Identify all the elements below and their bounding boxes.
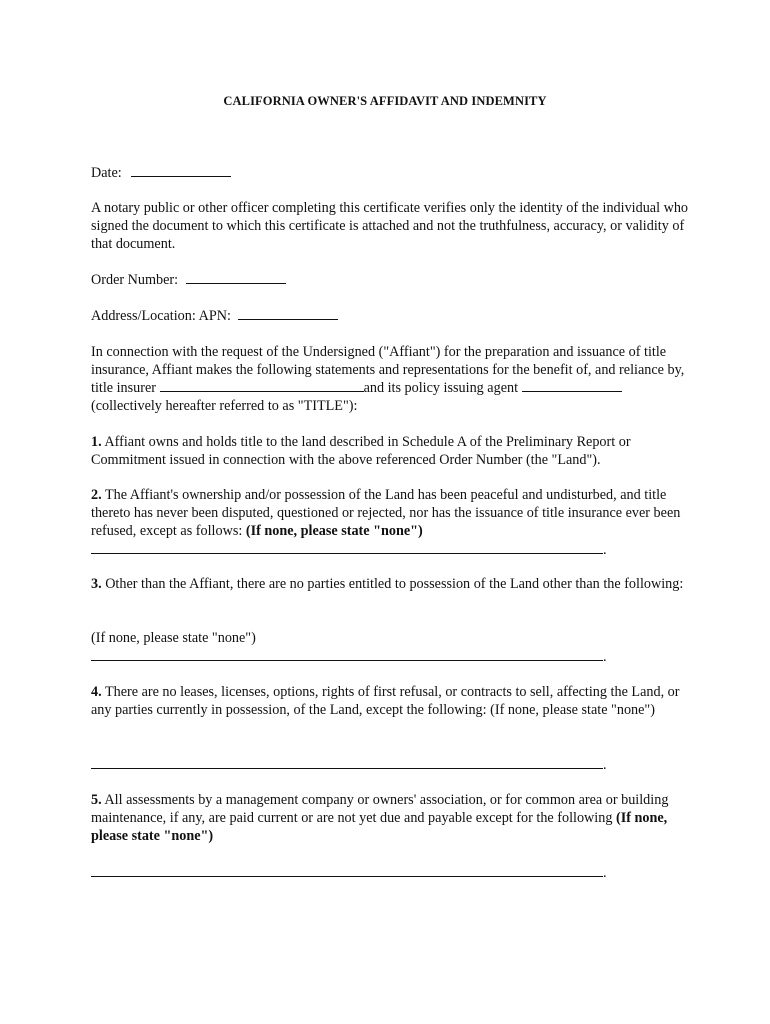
item-2-text: The Affiant's ownership and/or possession of the Land has been peaceful and undisturbed, and title thereto has never been disputed, questioned or rejected, nor has the issuance of title insurance ever been refused, except as follows:: [91, 487, 681, 539]
order-number-blank[interactable]: [186, 271, 286, 284]
order-number-label: Order Number:: [91, 272, 179, 288]
item-4-answer-row: [91, 755, 607, 773]
item-1: [91, 433, 691, 469]
item-2-number: 2.: [91, 487, 102, 503]
intro-text-agent: and its policy issuing agent: [363, 380, 519, 396]
intro-text: In connection with the request of the Undersigned ("Affiant") for the preparation and issuance of title insurance, Affiant makes the following statements and representations for the benefit of, and reliance by, title insurer: [91, 344, 685, 396]
item-2-answer-row: [91, 540, 607, 558]
item-5-bold-note: (If none, please state "none"): [91, 810, 668, 844]
item-4-answer-line[interactable]: [91, 755, 603, 769]
item-5-text: All assessments by a management company or owners' association, or for common area or building maintenance, if any, are paid current or are not yet due and payable except for the following: [91, 792, 669, 826]
item-5-number: 5.: [91, 792, 102, 808]
item-1-number: 1.: [91, 434, 102, 450]
item-4-number: 4.: [91, 684, 102, 700]
item-3-text: Other than the Affiant, there are no parties entitled to possession of the Land other than the following:: [105, 576, 684, 592]
date-blank[interactable]: [131, 164, 231, 177]
intro-text-title: (collectively hereafter referred to as "TITLE"):: [91, 398, 358, 414]
item-3: [91, 575, 691, 593]
item-3-note: (If none, please state "none"): [91, 630, 256, 646]
item-3-number: 3.: [91, 576, 102, 592]
item-5-answer-row: [91, 863, 607, 881]
item-2-period: .: [603, 542, 607, 558]
item-3-period: .: [603, 649, 607, 665]
order-number-row: [91, 271, 691, 289]
date-row: [91, 164, 691, 182]
address-row: [91, 307, 691, 325]
item-5-period: .: [603, 865, 607, 881]
item-4: [91, 683, 691, 719]
apn-blank[interactable]: [238, 307, 338, 320]
item-4-period: .: [603, 757, 607, 773]
agent-blank[interactable]: [522, 379, 622, 392]
intro-paragraph: [91, 343, 691, 415]
item-2-bold-note: (If none, please state "none"): [245, 523, 423, 539]
page-title: CALIFORNIA OWNER'S AFFIDAVIT AND INDEMNITY: [223, 94, 547, 108]
address-label: Address/Location: APN:: [91, 308, 231, 324]
item-3-answer-row: [91, 647, 607, 665]
item-3-answer-line[interactable]: [91, 647, 603, 661]
notary-paragraph: A notary public or other officer completing this certificate verifies only the identity of the individual who signed the document to which this certificate is attached and not the truthfulness, accuracy, or validity of that document.: [91, 200, 689, 252]
title-insurer-blank[interactable]: [160, 379, 364, 392]
item-1-text: Affiant owns and holds title to the land described in Schedule A of the Preliminary Report or Commitment issued in connection with the above referenced Order Number (the "Land").: [91, 434, 631, 468]
item-2-answer-line[interactable]: [91, 540, 603, 554]
date-label: Date:: [91, 165, 122, 181]
item-5-answer-line[interactable]: [91, 863, 603, 877]
item-5: [91, 791, 691, 845]
item-4-text: There are no leases, licenses, options, rights of first refusal, or contracts to sell, affecting the Land, or any parties currently in possession, of the Land, except the following: (If none, please state "none"): [91, 684, 680, 718]
item-2: [91, 486, 691, 540]
